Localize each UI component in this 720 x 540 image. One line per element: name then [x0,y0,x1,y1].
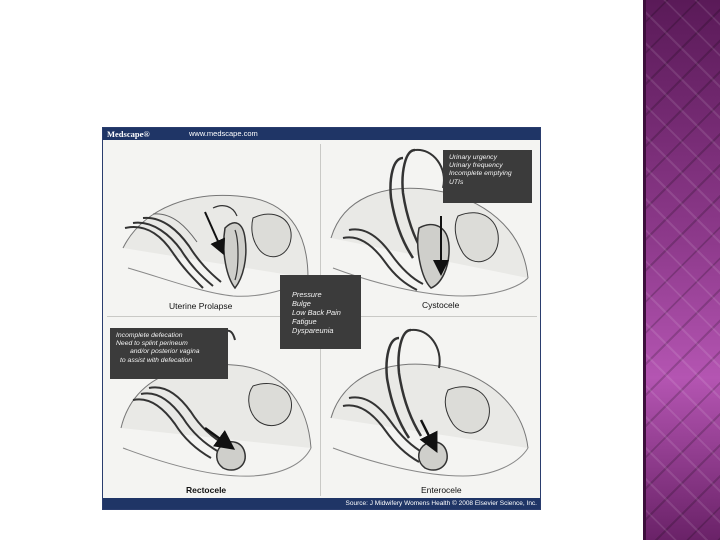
header-url: www.medscape.com [189,129,258,138]
enterocele-label: Enterocele [421,485,462,495]
medscape-logo: Medscape® [107,129,150,139]
figure-footer-bar [103,498,540,509]
cystocele-note: Urinary urgency [449,154,497,161]
side-strip-edge [643,0,646,540]
rectocele-note: to assist with defecation [120,356,193,364]
rectocele-label: Rectocele [186,485,227,495]
symptom-item: Dyspareunia [292,326,334,335]
source-citation: Source: J Midwifery Womens Health © 2008 Elsevier Science, Inc. [345,500,537,507]
rectocele-notes-box [110,328,228,379]
symptom-item: Pressure [292,290,322,299]
cystocele-notes-box [443,150,532,203]
symptom-item: Bulge [292,299,311,308]
symptoms-box [280,275,361,349]
uterine-prolapse-label: Uterine Prolapse [169,301,233,311]
cystocele-note: Incomplete emptying [449,170,512,178]
rectocele-note: Incomplete defecation [116,332,183,339]
symptom-item: Fatigue [292,317,317,326]
cystocele-note: UTIs [449,178,464,186]
rectocele-note: Need to splint perineum [116,340,188,348]
rectocele-note: and/or posterior vagina [130,348,200,356]
cystocele-label: Cystocele [422,300,460,310]
cystocele-note: Urinary frequency [449,162,503,170]
enterocele-drawing [331,330,528,476]
decorative-side-strip [643,0,720,540]
symptom-item: Low Back Pain [292,308,341,317]
prolapse-figure [102,127,541,510]
